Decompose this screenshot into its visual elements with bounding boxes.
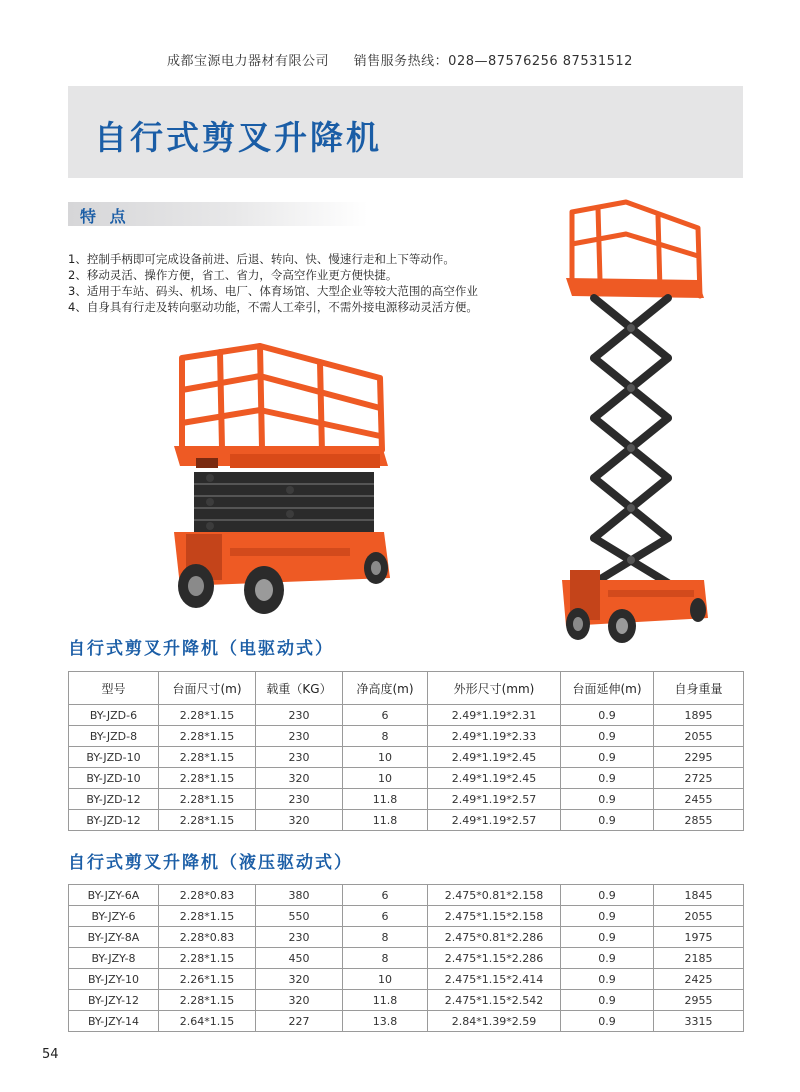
- table-cell: 2.475*0.81*2.158: [428, 885, 561, 906]
- table-cell: 0.9: [561, 969, 654, 990]
- table-cell: 8: [343, 927, 428, 948]
- scissor-lift-raised-image: [558, 198, 708, 644]
- table-cell: 230: [256, 927, 343, 948]
- table-cell: 227: [256, 1011, 343, 1032]
- table-cell: 0.9: [561, 705, 654, 726]
- table-cell: 1845: [654, 885, 744, 906]
- table-row: [69, 705, 744, 726]
- table-cell: 2.475*1.15*2.286: [428, 948, 561, 969]
- electric-spec-table: [68, 671, 744, 831]
- table-cell: BY-JZD-8: [69, 726, 159, 747]
- table-cell: 0.9: [561, 885, 654, 906]
- table-row: [69, 948, 744, 969]
- table-cell: 2425: [654, 969, 744, 990]
- table-cell: 1975: [654, 927, 744, 948]
- table-row: [69, 990, 744, 1011]
- table-cell: 2955: [654, 990, 744, 1011]
- table-cell: 2.28*1.15: [159, 906, 256, 927]
- hydraulic-spec-table: [68, 884, 744, 1032]
- table-cell: 11.8: [343, 810, 428, 831]
- table-cell: 0.9: [561, 810, 654, 831]
- table-row: [69, 906, 744, 927]
- table-cell: 230: [256, 705, 343, 726]
- table-cell: 0.9: [561, 726, 654, 747]
- column-header: 台面延伸(m): [561, 672, 654, 705]
- table-cell: 550: [256, 906, 343, 927]
- hydraulic-table-heading: 自行式剪叉升降机（液压驱动式）: [68, 853, 353, 873]
- column-header: 型号: [69, 672, 159, 705]
- table-cell: 380: [256, 885, 343, 906]
- table-cell: 2.28*1.15: [159, 948, 256, 969]
- table-cell: 2.26*1.15: [159, 969, 256, 990]
- table-cell: 2055: [654, 906, 744, 927]
- features-heading-bar: [68, 202, 368, 226]
- table-cell: 2.49*1.19*2.57: [428, 810, 561, 831]
- table-row: [69, 768, 744, 789]
- table-row: [69, 1011, 744, 1032]
- table-cell: 6: [343, 906, 428, 927]
- table-cell: 13.8: [343, 1011, 428, 1032]
- page-title: 自行式剪叉升降机: [94, 118, 382, 157]
- column-header: 载重（KG）: [256, 672, 343, 705]
- table-cell: 2.84*1.39*2.59: [428, 1011, 561, 1032]
- column-header: 净高度(m): [343, 672, 428, 705]
- table-cell: 2.49*1.19*2.31: [428, 705, 561, 726]
- table-row: [69, 726, 744, 747]
- table-cell: 2.49*1.19*2.57: [428, 789, 561, 810]
- sales-hotline: 销售服务热线：028—87576256 87531512: [353, 54, 633, 69]
- table-cell: 8: [343, 726, 428, 747]
- table-cell: 0.9: [561, 789, 654, 810]
- table-cell: BY-JZD-6: [69, 705, 159, 726]
- company-name: 成都宝源电力器材有限公司: [167, 54, 330, 69]
- table-cell: 2.475*1.15*2.414: [428, 969, 561, 990]
- table-header-row: [69, 672, 744, 705]
- feature-item: 2、移动灵活、操作方便，省工、省力，令高空作业更方便快捷。: [68, 268, 398, 282]
- table-cell: 2855: [654, 810, 744, 831]
- table-row: [69, 885, 744, 906]
- table-cell: 3315: [654, 1011, 744, 1032]
- title-banner: [68, 86, 743, 178]
- table-cell: 11.8: [343, 990, 428, 1011]
- table-cell: 2455: [654, 789, 744, 810]
- table-cell: 320: [256, 810, 343, 831]
- features-heading: 特 点: [80, 207, 130, 226]
- table-cell: 2.28*1.15: [159, 705, 256, 726]
- table-cell: 0.9: [561, 768, 654, 789]
- table-cell: 2.28*0.83: [159, 885, 256, 906]
- table-cell: 2.49*1.19*2.45: [428, 768, 561, 789]
- column-header: 外形尺寸(mm): [428, 672, 561, 705]
- table-cell: 8: [343, 948, 428, 969]
- column-header: 台面尺寸(m): [159, 672, 256, 705]
- table-row: [69, 810, 744, 831]
- page-header: [0, 50, 800, 69]
- table-cell: 2725: [654, 768, 744, 789]
- table-cell: 0.9: [561, 948, 654, 969]
- table-cell: 230: [256, 747, 343, 768]
- table-cell: BY-JZY-12: [69, 990, 159, 1011]
- table-cell: 10: [343, 768, 428, 789]
- feature-item: 3、适用于车站、码头、机场、电厂、体育场馆、大型企业等较大范围的高空作业: [68, 284, 478, 298]
- table-cell: 2295: [654, 747, 744, 768]
- table-cell: 2185: [654, 948, 744, 969]
- table-cell: 11.8: [343, 789, 428, 810]
- table-cell: 10: [343, 969, 428, 990]
- table-cell: 0.9: [561, 927, 654, 948]
- table-cell: 0.9: [561, 1011, 654, 1032]
- table-cell: 0.9: [561, 990, 654, 1011]
- table-cell: 450: [256, 948, 343, 969]
- feature-item: 4、自身具有行走及转向驱动功能，不需人工牵引，不需外接电源移动灵活方便。: [68, 300, 478, 314]
- table-cell: 6: [343, 885, 428, 906]
- features-list: [68, 251, 478, 315]
- table-cell: 2.475*1.15*2.542: [428, 990, 561, 1011]
- table-cell: 2.64*1.15: [159, 1011, 256, 1032]
- table-row: [69, 927, 744, 948]
- table-row: [69, 747, 744, 768]
- table-cell: BY-JZD-10: [69, 747, 159, 768]
- table-cell: BY-JZY-14: [69, 1011, 159, 1032]
- table-cell: 230: [256, 789, 343, 810]
- table-cell: 6: [343, 705, 428, 726]
- table-cell: 230: [256, 726, 343, 747]
- feature-item: 1、控制手柄即可完成设备前进、后退、转向、快、慢速行走和上下等动作。: [68, 252, 455, 266]
- table-cell: 320: [256, 990, 343, 1011]
- column-header: 自身重量: [654, 672, 744, 705]
- table-row: [69, 969, 744, 990]
- table-cell: 0.9: [561, 906, 654, 927]
- page-number: 54: [42, 1047, 59, 1062]
- electric-table-heading: 自行式剪叉升降机（电驱动式）: [68, 639, 334, 659]
- table-row: [69, 789, 744, 810]
- table-cell: BY-JZD-12: [69, 789, 159, 810]
- table-cell: 2.28*1.15: [159, 789, 256, 810]
- table-cell: BY-JZY-6A: [69, 885, 159, 906]
- table-cell: 2.28*1.15: [159, 768, 256, 789]
- table-cell: 2.28*1.15: [159, 810, 256, 831]
- table-cell: 2.49*1.19*2.33: [428, 726, 561, 747]
- table-cell: 2.49*1.19*2.45: [428, 747, 561, 768]
- table-cell: BY-JZY-10: [69, 969, 159, 990]
- table-cell: 2055: [654, 726, 744, 747]
- table-cell: BY-JZY-6: [69, 906, 159, 927]
- table-cell: 2.28*0.83: [159, 927, 256, 948]
- table-cell: BY-JZD-10: [69, 768, 159, 789]
- table-cell: BY-JZD-12: [69, 810, 159, 831]
- table-cell: 2.28*1.15: [159, 990, 256, 1011]
- table-cell: 2.475*0.81*2.286: [428, 927, 561, 948]
- table-cell: 320: [256, 768, 343, 789]
- table-cell: 2.28*1.15: [159, 747, 256, 768]
- scissor-lift-lowered-image: [170, 328, 392, 618]
- table-cell: BY-JZY-8: [69, 948, 159, 969]
- table-cell: 1895: [654, 705, 744, 726]
- table-cell: BY-JZY-8A: [69, 927, 159, 948]
- table-cell: 10: [343, 747, 428, 768]
- table-cell: 2.28*1.15: [159, 726, 256, 747]
- table-cell: 0.9: [561, 747, 654, 768]
- table-cell: 320: [256, 969, 343, 990]
- table-cell: 2.475*1.15*2.158: [428, 906, 561, 927]
